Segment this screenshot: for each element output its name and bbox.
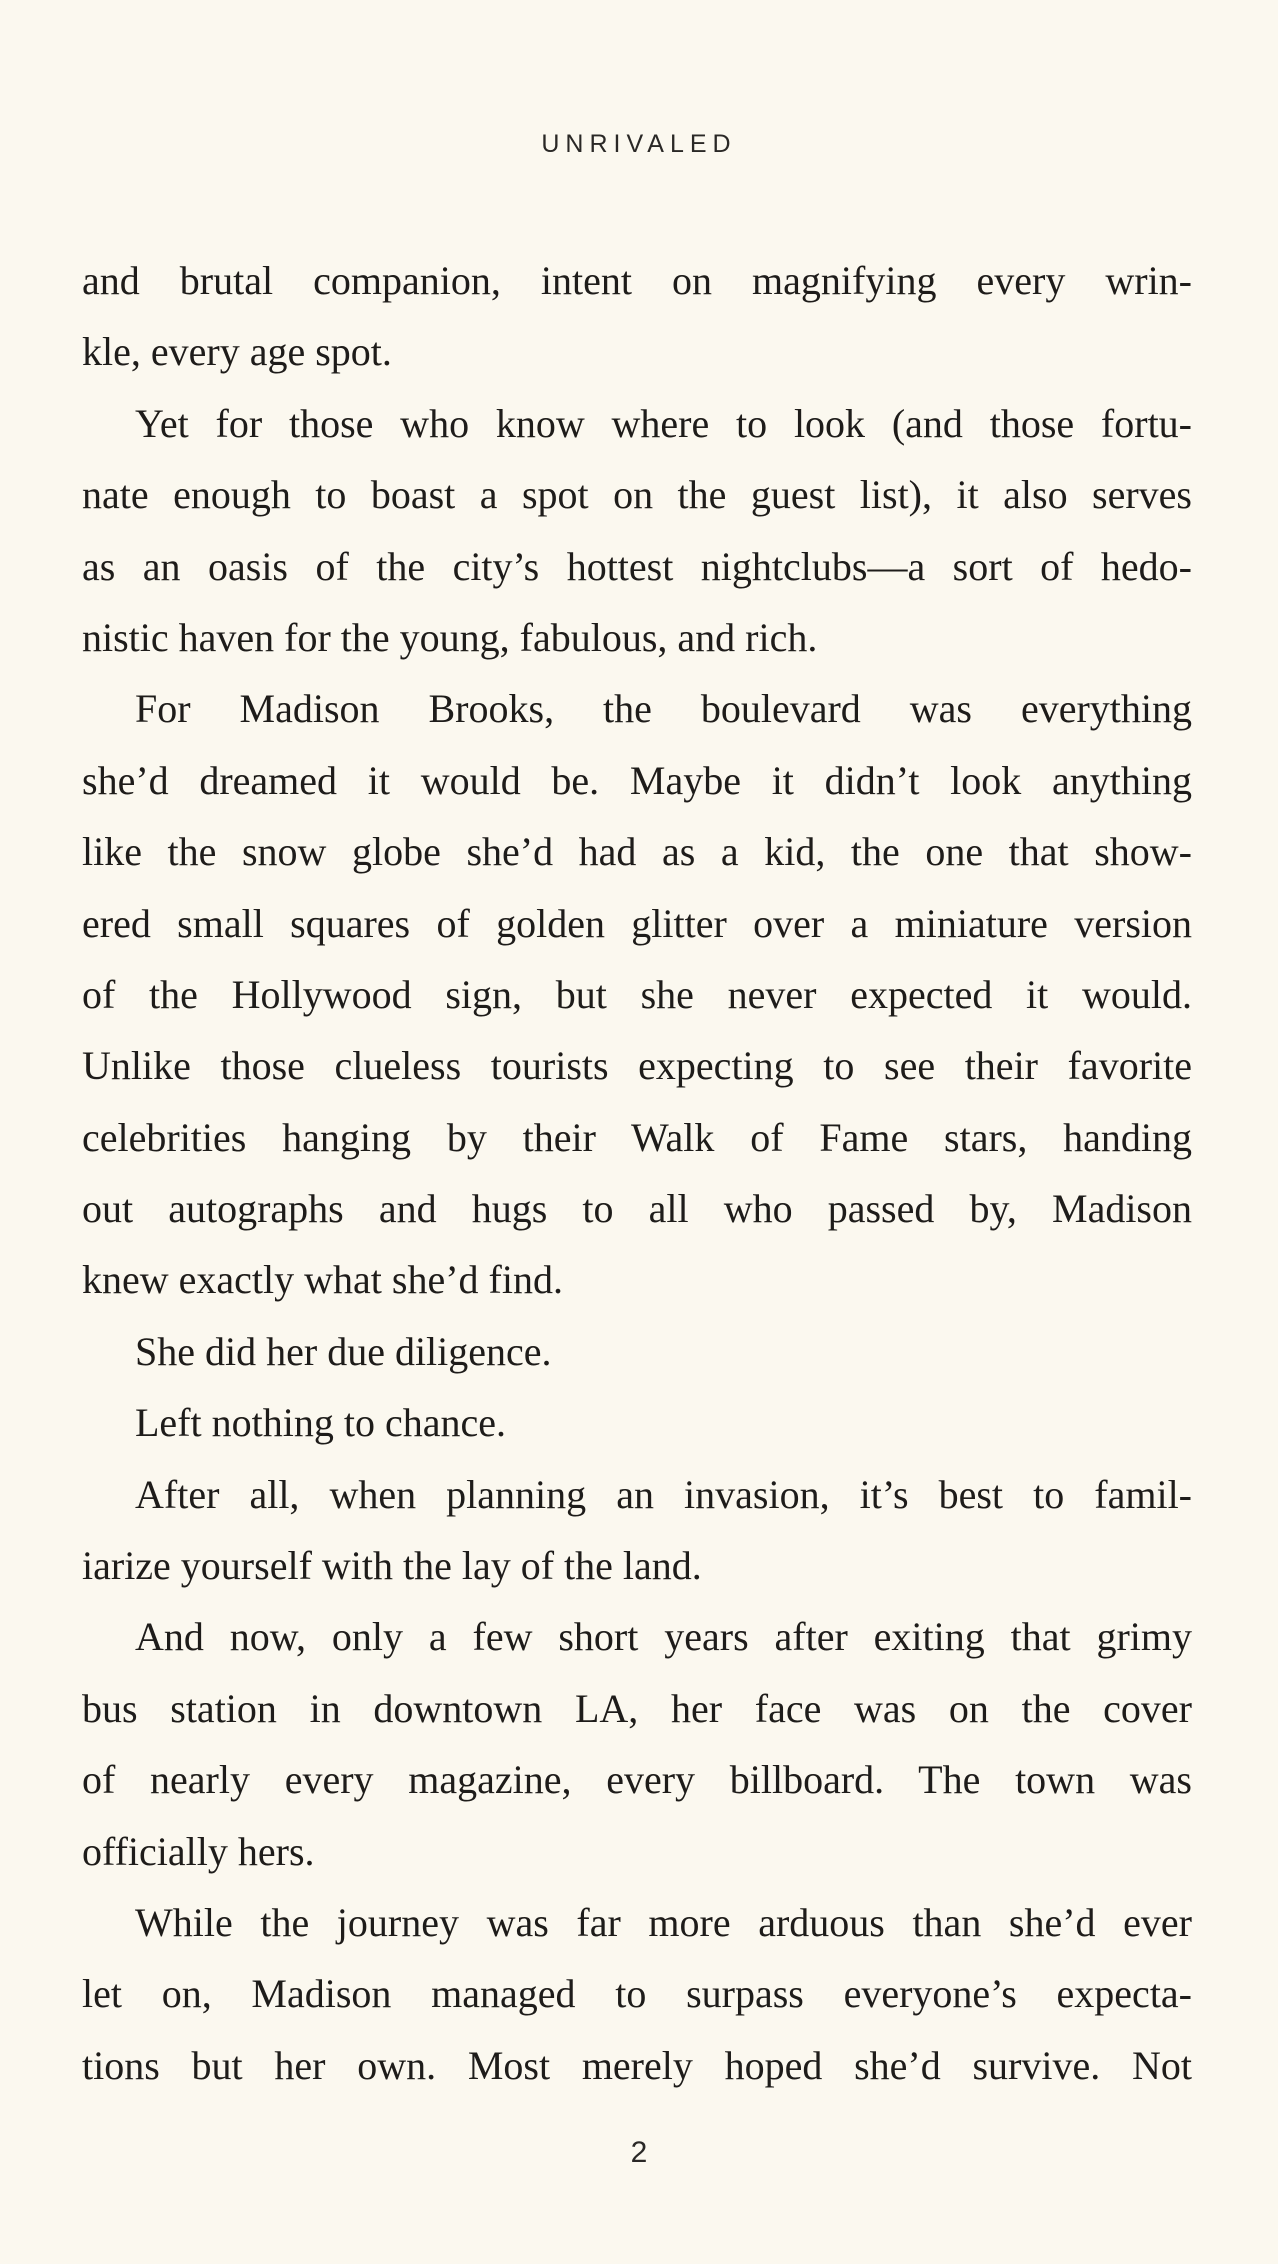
text-line: like the snow globe she’d had as a kid, the one that show-: [82, 829, 1192, 875]
text-line: And now, only a few short years after exiting that grimy: [135, 1614, 1192, 1660]
text-line: and brutal companion, intent on magnifying every wrin-: [82, 258, 1192, 303]
text-line: out autographs and hugs to all who passed by, Madison: [82, 1186, 1192, 1232]
text-line: let on, Madison managed to surpass everyone’s expecta-: [82, 1971, 1192, 2017]
text-line: Yet for those who know where to look (and those fortu-: [135, 400, 1192, 446]
text-line: bus station in downtown LA, her face was on the cover: [82, 1685, 1192, 1731]
body-text: [82, 245, 1192, 2101]
text-line: knew exactly what she’d find.: [82, 1257, 563, 1303]
text-line: ered small squares of golden glitter over a miniature version: [82, 900, 1192, 946]
text-line: While the journey was far more arduous than she’d ever: [135, 1899, 1192, 1945]
text-line: she’d dreamed it would be. Maybe it didn’t look anything: [82, 757, 1192, 803]
text-line: nate enough to boast a spot on the guest list), it also serves: [82, 472, 1192, 518]
text-line: of the Hollywood sign, but she never expected it would.: [82, 971, 1192, 1017]
text-line: tions but her own. Most merely hoped she’d survive. Not: [82, 2042, 1192, 2088]
text-line: nistic haven for the young, fabulous, and rich.: [82, 614, 818, 660]
text-line: kle, every age spot.: [82, 329, 392, 375]
running-head: UNRIVALED: [541, 130, 737, 158]
text-line: officially hers.: [82, 1828, 315, 1874]
text-line: For Madison Brooks, the boulevard was everything: [135, 686, 1192, 732]
text-line: After all, when planning an invasion, it’s best to famil-: [135, 1471, 1192, 1517]
text-line: as an oasis of the city’s hottest nightclubs—a sort of hedo-: [82, 543, 1192, 589]
text-line: celebrities hanging by their Walk of Fame stars, handing: [82, 1114, 1192, 1160]
text-line: of nearly every magazine, every billboard. The town was: [82, 1757, 1192, 1803]
text-line: iarize yourself with the lay of the land.: [82, 1543, 702, 1589]
text-line: Left nothing to chance.: [135, 1400, 506, 1446]
text-line: Unlike those clueless tourists expecting to see their favorite: [82, 1043, 1192, 1089]
page-number: 2: [630, 2136, 648, 2169]
text-line: She did her due diligence.: [135, 1328, 552, 1374]
